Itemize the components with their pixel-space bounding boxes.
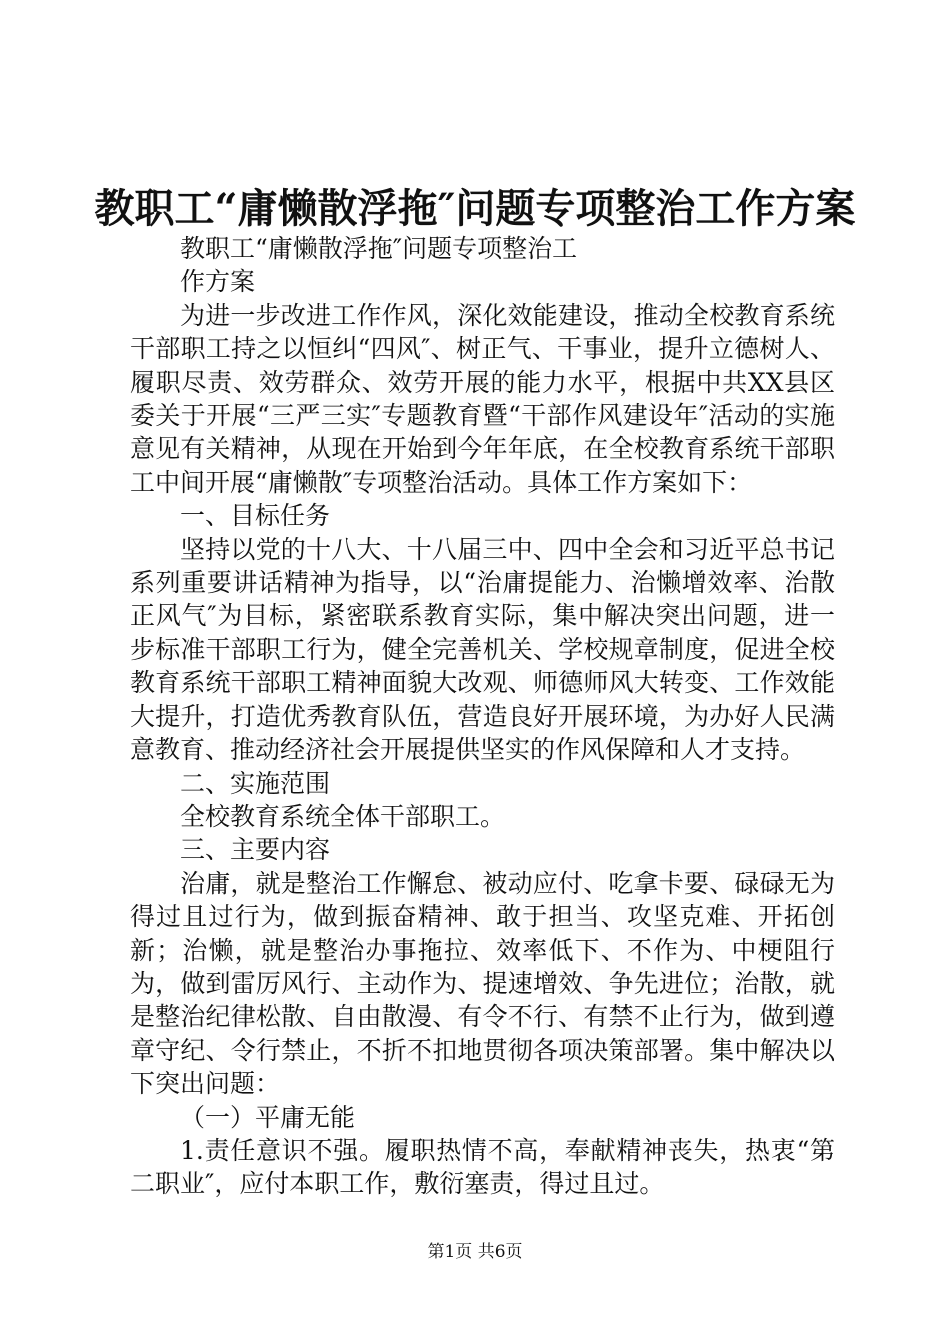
item-responsibility: 1.责任意识不强。履职热情不高，奉献精神丧失，热衷“第二职业″，应付本职工作，敷衍塞责，得过且过。: [130, 1135, 835, 1199]
scope-paragraph: 全校教育系统全体干部职工。: [180, 801, 506, 831]
section-heading-scope: 二、实施范围: [180, 768, 331, 798]
subsection-heading-mediocrity: （一）平庸无能: [180, 1102, 356, 1132]
page-footer: 第1页 共6页: [427, 1242, 523, 1262]
subtitle-line-1: 教职工“庸懒散浮拖″问题专项整治工: [180, 234, 578, 263]
content-paragraph: 治庸，就是整治工作懈怠、被动应付、吃拿卡要、碌碌无为得过且过行为，做到振奋精神、敢于担当、攻坚克难、开拓创新；治懒，就是整治办事拖拉、效率低下、不作为、中梗阻行为，做到雷厉风行、主动作为、提速增效、争先进位；治散，就是整治纪律松散、自由散漫、有令不行、有禁不止行为，做到遵章守纪、令行禁止，不折不扣地贯彻各项决策部署。集中解决以下突出问题：: [130, 868, 835, 1099]
intro-paragraph: 为进一步改进工作作风，深化效能建设，推动全校教育系统干部职工持之以恒纠“四风″、树正气、干事业，提升立德树人、履职尽责、效劳群众、效劳开展的能力水平，根据中共XX县区委关于开展“三严三实″专题教育暨“干部作风建设年″活动的实施意见有关精神，从现在开始到今年年底，在全校教育系统干部职工中间开展“庸懒散″专项整治活动。具体工作方案如下：: [130, 300, 835, 497]
document-body: [130, 232, 835, 1201]
section-heading-goals: 一、目标任务: [180, 501, 331, 531]
section-heading-content: 三、主要内容: [180, 835, 331, 865]
subtitle-line-2: 作方案: [180, 267, 256, 297]
goals-paragraph: 坚持以党的十八大、十八届三中、四中全会和习近平总书记系列重要讲话精神为指导，以“治庸提能力、治懒增效率、治散正风气″为目标，紧密联系教育实际，集中解决突出问题，进一步标准干部职工行为，健全完善机关、学校规章制度，促进全校教育系统干部职工精神面貌大改观、师德师风大转变、工作效能大提升，打造优秀教育队伍，营造良好开展环境，为办好人民满意教育、推动经济社会开展提供坚实的作风保障和人才支持。: [130, 534, 835, 765]
document-title: 教职工“庸懒散浮拖″问题专项整治工作方案: [94, 185, 856, 232]
